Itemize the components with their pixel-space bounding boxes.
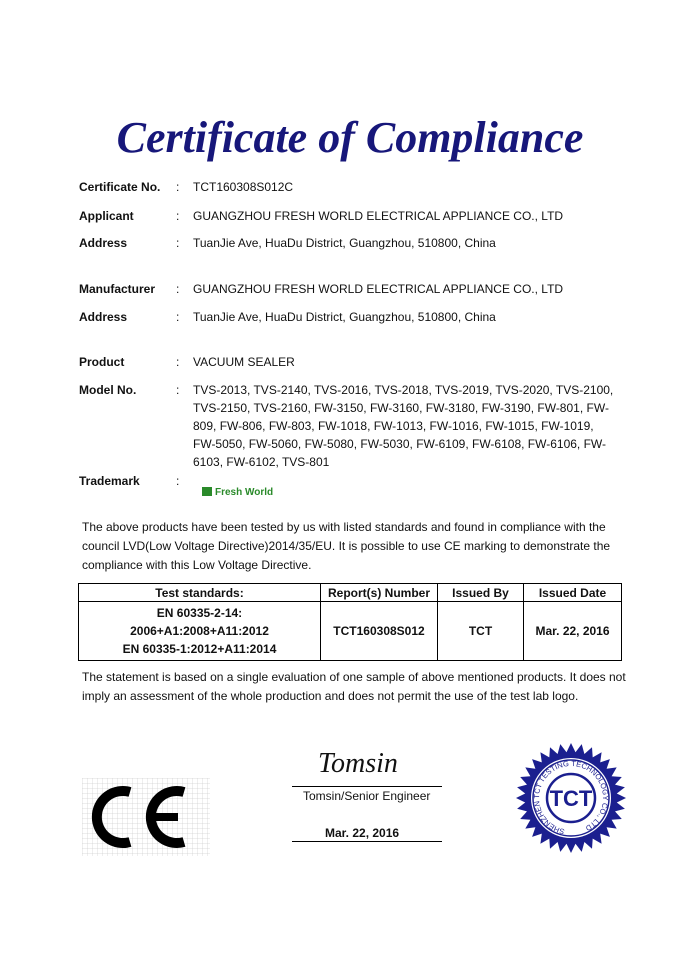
report-number: TCT160308S012: [321, 602, 438, 661]
colon: :: [176, 310, 180, 324]
colon: :: [176, 355, 180, 369]
standards-cell: [79, 602, 321, 661]
label: Address: [79, 236, 128, 250]
standard: 2006+A1:2008+A11:2012: [130, 624, 269, 638]
signer-name: Tomsin/Senior Engineer: [303, 789, 431, 803]
evaluation-statement: The statement is based on a single evaluation of one sample of above mentioned products. It does not imply an assessment of the whole production and does not permit the use of the test lab logo.: [82, 670, 626, 703]
colon: :: [176, 236, 180, 250]
value: VACUUM SEALER: [193, 355, 295, 369]
value: TVS-2013, TVS-2140, TVS-2016, TVS-2018, TVS-2019, TVS-2020, TVS-2100, TVS-2150, TVS-2160, FW-3150, FW-3160, FW-3180, FW-3190, FW-801, FW-809, FW-806, FW-803, FW-1018, FW-1013, FW-1016, FW-1015, FW-1019, FW-5050, FW-5060, FW-5080, FW-5030, FW-6109, FW-6108, FW-6106, FW-6103, FW-6102, TVS-801: [193, 383, 614, 469]
colon: :: [176, 209, 180, 223]
test-standards-table: [78, 583, 622, 661]
signature-date: Mar. 22, 2016: [325, 826, 400, 840]
label: Manufacturer: [79, 282, 156, 296]
logo-text: Fresh World: [215, 487, 274, 498]
issued-date: Mar. 22, 2016: [524, 602, 622, 661]
leaf-icon: [202, 487, 212, 496]
colon: :: [176, 383, 180, 397]
trademark-logo: [202, 484, 642, 502]
ce-mark: [82, 778, 210, 856]
header-cell: Report(s) Number: [321, 584, 438, 602]
signature-script: Tomsin: [318, 748, 398, 779]
standard: EN 60335-2-14:: [156, 606, 243, 620]
colon: :: [176, 474, 180, 488]
value: GUANGZHOU FRESH WORLD ELECTRICAL APPLIANCE CO., LTD: [193, 282, 564, 296]
header-cell: Issued By: [438, 584, 524, 602]
standard: EN 60335-1:2012+A11:2014: [122, 642, 277, 656]
label: Certificate No.: [79, 180, 161, 194]
label: Model No.: [79, 383, 137, 397]
page-title: Certificate of Compliance: [116, 113, 584, 162]
header-cell: Issued Date: [524, 584, 622, 602]
signature-line: [292, 786, 442, 787]
value: TCT160308S012C: [193, 180, 294, 194]
compliance-statement: The above products have been tested by us with listed standards and found in compliance with the council LVD(Low Voltage Directive)2014/35/EU. It is possible to use CE marking to demonstrate the compliance with this Low Voltage Directive.: [82, 520, 611, 572]
label: Trademark: [79, 474, 140, 488]
date-line: [292, 841, 442, 842]
value: TuanJie Ave, HuaDu District, Guangzhou, 510800, China: [193, 236, 496, 250]
colon: :: [176, 180, 180, 194]
label: Applicant: [79, 209, 134, 223]
tct-seal: [515, 742, 627, 854]
value: GUANGZHOU FRESH WORLD ELECTRICAL APPLIANCE CO., LTD: [193, 209, 564, 223]
table-row: [79, 602, 622, 661]
label: Address: [79, 310, 128, 324]
header-cell: Test standards:: [79, 584, 321, 602]
seal-ring-text: SHENZHEN TCT TESTING TECHNOLOGY CO., LTD: [531, 758, 611, 837]
label: Product: [79, 355, 125, 369]
colon: :: [176, 282, 180, 296]
table-header-row: [79, 584, 622, 602]
seal-center-text: TCT: [549, 786, 593, 811]
value: TuanJie Ave, HuaDu District, Guangzhou, 510800, China: [193, 310, 496, 324]
issued-by: TCT: [438, 602, 524, 661]
